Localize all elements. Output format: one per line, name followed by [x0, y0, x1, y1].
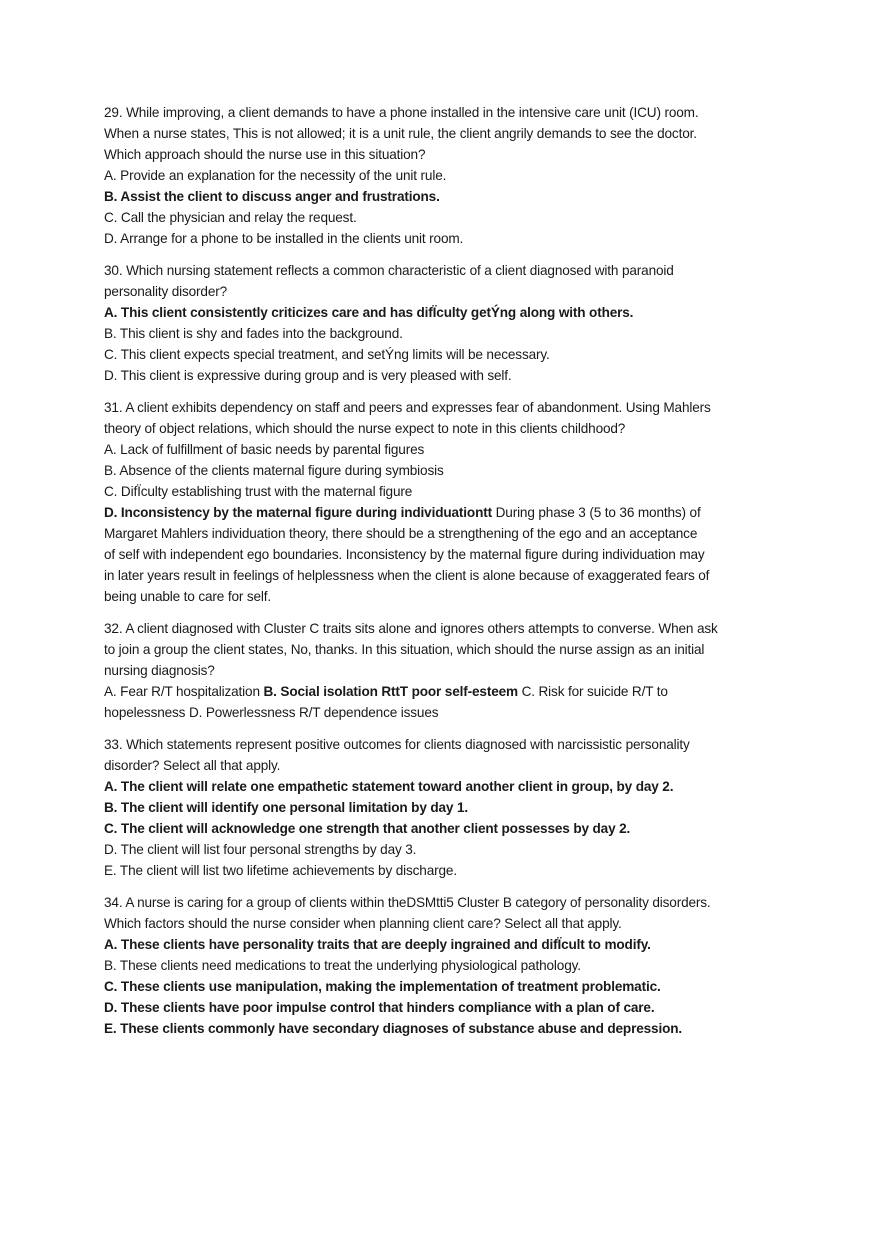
correct-answer-text: A. The client will relate one empathetic statement toward another client in group, by day 2.: [104, 779, 674, 794]
text-line: [104, 102, 794, 123]
text-line: [104, 281, 794, 302]
text-segment: D. Arrange for a phone to be installed in the clients unit room.: [104, 231, 464, 246]
text-segment: When a nurse states, This is not allowed; it is a unit rule, the client angrily demands to see the doctor.: [104, 126, 697, 141]
text-segment: C. This client expects special treatment, and setÝng limits will be necessary.: [104, 347, 550, 362]
correct-answer-text: B. Social isolation RttT poor self-esteem: [263, 684, 518, 699]
text-line: [104, 186, 794, 207]
text-segment: A. Provide an explanation for the necessity of the unit rule.: [104, 168, 447, 183]
text-segment: A. Lack of fulfillment of basic needs by parental figures: [104, 442, 425, 457]
question-block: [104, 734, 794, 881]
text-segment: to join a group the client states, No, thanks. In this situation, which should the nurse assign as an initial: [104, 642, 705, 657]
text-segment: 34. A nurse is caring for a group of clients within theDSMtti5 Cluster B category of personality disorders.: [104, 895, 711, 910]
text-line: [104, 776, 794, 797]
text-line: [104, 123, 794, 144]
correct-answer-text: C. These clients use manipulation, making the implementation of treatment problematic.: [104, 979, 661, 994]
text-line: [104, 523, 794, 544]
text-line: [104, 586, 794, 607]
text-segment: of self with independent ego boundaries. Inconsistency by the maternal figure during individuation may: [104, 547, 705, 562]
text-line: [104, 228, 794, 249]
question-list: [104, 102, 794, 1050]
text-segment: being unable to care for self.: [104, 589, 272, 604]
text-line: [104, 365, 794, 386]
text-segment: A. Fear R/T hospitalization: [104, 684, 264, 699]
text-line: [104, 997, 794, 1018]
text-line: [104, 344, 794, 365]
question-block: [104, 102, 794, 249]
text-line: [104, 460, 794, 481]
text-line: [104, 565, 794, 586]
text-line: [104, 755, 794, 776]
text-line: [104, 702, 794, 723]
text-segment: 30. Which nursing statement reflects a common characteristic of a client diagnosed with paranoid: [104, 263, 674, 278]
text-segment: in later years result in feelings of helplessness when the client is alone because of exaggerated fears of: [104, 568, 710, 583]
text-segment: Which factors should the nurse consider when planning client care? Select all that apply.: [104, 916, 622, 931]
text-line: [104, 502, 794, 523]
text-segment: C. Call the physician and relay the request.: [104, 210, 357, 225]
text-line: [104, 976, 794, 997]
text-segment: Which approach should the nurse use in this situation?: [104, 147, 426, 162]
text-line: [104, 165, 794, 186]
correct-answer-text: B. Assist the client to discuss anger and frustrations.: [104, 189, 440, 204]
text-line: [104, 681, 794, 702]
text-segment: 32. A client diagnosed with Cluster C traits sits alone and ignores others attempts to converse. When ask: [104, 621, 718, 636]
text-segment: theory of object relations, which should the nurse expect to note in this clients childhood?: [104, 421, 626, 436]
text-segment: During phase 3 (5 to 36 months) of: [491, 505, 701, 520]
text-line: [104, 260, 794, 281]
text-line: [104, 892, 794, 913]
text-segment: B. Absence of the clients maternal figure during symbiosis: [104, 463, 444, 478]
text-line: [104, 481, 794, 502]
text-segment: E. The client will list two lifetime achievements by discharge.: [104, 863, 457, 878]
text-line: [104, 302, 794, 323]
text-segment: Margaret Mahlers individuation theory, there should be a strengthening of the ego and an acceptance: [104, 526, 698, 541]
text-segment: C. Risk for suicide R/T to: [517, 684, 668, 699]
text-line: [104, 955, 794, 976]
correct-answer-text: C. The client will acknowledge one strength that another client possesses by day 2.: [104, 821, 631, 836]
text-segment: 33. Which statements represent positive outcomes for clients diagnosed with narcissistic personality: [104, 737, 690, 752]
question-block: [104, 260, 794, 386]
text-line: [104, 818, 794, 839]
correct-answer-text: E. These clients commonly have secondary diagnoses of substance abuse and depression.: [104, 1021, 683, 1036]
text-line: [104, 860, 794, 881]
text-line: [104, 144, 794, 165]
question-block: [104, 892, 794, 1039]
text-line: [104, 913, 794, 934]
text-segment: nursing diagnosis?: [104, 663, 215, 678]
correct-answer-text: D. Inconsistency by the maternal figure during individuationtt: [104, 505, 492, 520]
text-line: [104, 934, 794, 955]
text-segment: D. This client is expressive during group and is very pleased with self.: [104, 368, 512, 383]
text-line: [104, 618, 794, 639]
text-line: [104, 544, 794, 565]
question-block: [104, 618, 794, 723]
correct-answer-text: A. This client consistently criticizes care and has difÏculty getÝng along with others.: [104, 305, 634, 320]
text-segment: 29. While improving, a client demands to have a phone installed in the intensive care unit (ICU) room.: [104, 105, 699, 120]
text-line: [104, 439, 794, 460]
correct-answer-text: A. These clients have personality traits that are deeply ingrained and difÏcult to modify.: [104, 937, 651, 952]
text-segment: B. This client is shy and fades into the background.: [104, 326, 403, 341]
text-segment: hopelessness D. Powerlessness R/T dependence issues: [104, 705, 439, 720]
text-segment: C. DifÏculty establishing trust with the maternal figure: [104, 484, 413, 499]
text-line: [104, 397, 794, 418]
text-line: [104, 639, 794, 660]
text-line: [104, 1018, 794, 1039]
correct-answer-text: B. The client will identify one personal limitation by day 1.: [104, 800, 468, 815]
text-segment: 31. A client exhibits dependency on staff and peers and expresses fear of abandonment. Using Mahlers: [104, 400, 711, 415]
text-line: [104, 660, 794, 681]
text-segment: D. The client will list four personal strengths by day 3.: [104, 842, 417, 857]
text-segment: B. These clients need medications to treat the underlying physiological pathology.: [104, 958, 581, 973]
text-line: [104, 207, 794, 228]
text-segment: disorder? Select all that apply.: [104, 758, 281, 773]
correct-answer-text: D. These clients have poor impulse control that hinders compliance with a plan of care.: [104, 1000, 655, 1015]
text-line: [104, 797, 794, 818]
text-line: [104, 734, 794, 755]
text-line: [104, 323, 794, 344]
text-line: [104, 839, 794, 860]
question-block: [104, 397, 794, 607]
text-line: [104, 418, 794, 439]
text-segment: personality disorder?: [104, 284, 228, 299]
